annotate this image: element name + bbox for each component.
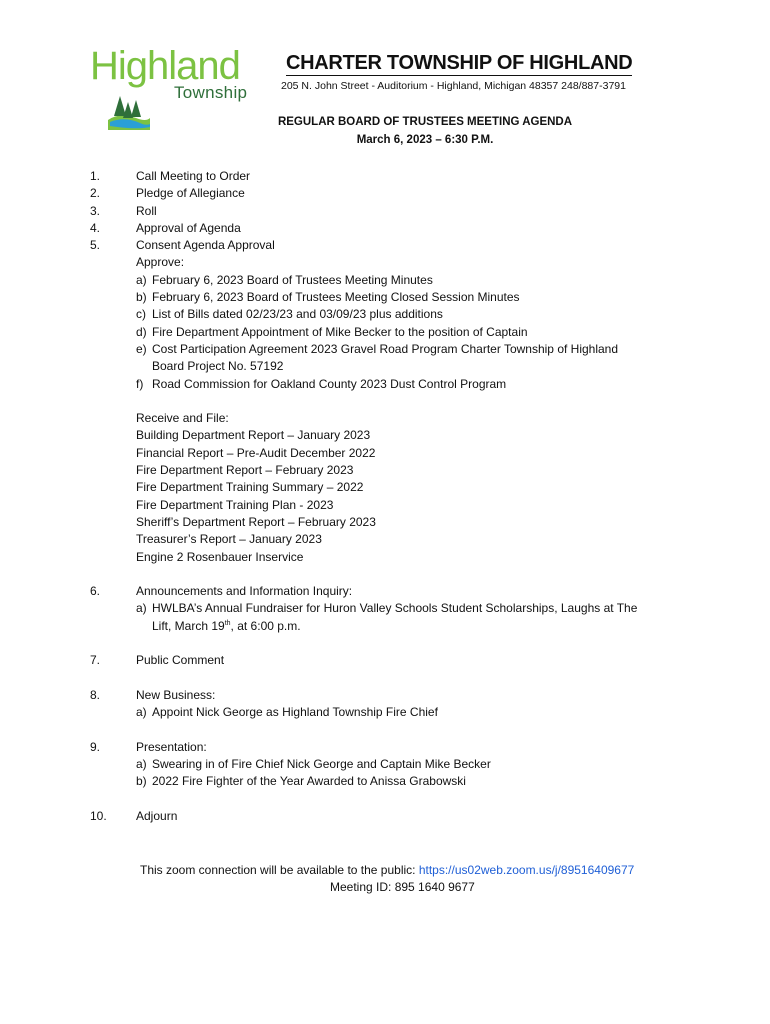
sub-letter: f) — [136, 376, 144, 391]
sub-text: Swearing in of Fire Chief Nick George and Captain Mike Becker — [152, 757, 491, 772]
agenda-item — [90, 652, 690, 669]
report-line: Fire Department Training Plan - 2023 — [136, 497, 334, 512]
township-address: 205 N. John Street - Auditorium - Highland, Michigan 48357 248/887-3791 — [281, 80, 626, 92]
sub-item — [136, 704, 690, 721]
item-text: Announcements and Information Inquiry: — [136, 584, 353, 599]
sub-item — [136, 289, 690, 306]
report-line: Financial Report – Pre-Audit December 2022 — [136, 445, 376, 460]
agenda-item — [90, 220, 690, 237]
sub-text: February 6, 2023 Board of Trustees Meeting Minutes — [152, 272, 433, 287]
logo-wordmark: Highland — [90, 44, 240, 88]
report-line: Building Department Report – January 2023 — [136, 428, 371, 443]
sub-text: Appoint Nick George as Highland Township Fire Chief — [152, 705, 438, 720]
agenda-list — [90, 168, 690, 825]
item-number: 3. — [90, 203, 101, 218]
agenda-item — [90, 583, 690, 635]
agenda-item — [90, 237, 690, 566]
report-line: Engine 2 Rosenbauer Inservice — [136, 549, 304, 564]
item-number: 8. — [90, 687, 101, 702]
report-line: Fire Department Training Summary – 2022 — [136, 480, 364, 495]
sub-letter: a) — [136, 272, 147, 287]
agenda-item — [90, 203, 690, 220]
agenda-heading: REGULAR BOARD OF TRUSTEES MEETING AGENDA — [277, 116, 573, 128]
sub-letter: e) — [136, 341, 147, 356]
item-number: 2. — [90, 186, 101, 201]
sub-item — [136, 600, 690, 635]
sub-text: Cost Participation Agreement 2023 Gravel Road Program Charter Township of Highland — [152, 341, 619, 356]
report-line: Fire Department Report – February 2023 — [136, 463, 354, 478]
sub-letter: a) — [136, 757, 147, 772]
sub-item — [136, 324, 690, 341]
sub-text: Road Commission for Oakland County 2023 Dust Control Program — [152, 376, 507, 391]
zoom-text: This zoom connection will be available to the public: — [140, 863, 419, 877]
meeting-id: Meeting ID: 895 1640 9677 — [330, 880, 475, 895]
document-title: CHARTER TOWNSHIP OF HIGHLAND — [286, 52, 633, 74]
sub-letter: a) — [136, 705, 147, 720]
item-text: New Business: — [136, 687, 216, 702]
item-text: Pledge of Allegiance — [136, 186, 245, 201]
sub-text: February 6, 2023 Board of Trustees Meeting Closed Session Minutes — [152, 290, 520, 305]
approve-label: Approve: — [136, 255, 185, 270]
sub-text: HWLBA’s Annual Fundraiser for Huron Valley Schools Student Scholarships, Laughs at The — [152, 601, 638, 616]
sub-letter: a) — [136, 601, 147, 616]
report-line: Treasurer’s Report – January 2023 — [136, 532, 322, 547]
sub-text: 2022 Fire Fighter of the Year Awarded to Anissa Grabowski — [152, 774, 466, 789]
sub-item — [136, 341, 690, 376]
item-text: Call Meeting to Order — [136, 169, 251, 183]
zoom-info — [0, 862, 770, 897]
sub-item — [136, 756, 690, 773]
item-number: 5. — [90, 238, 101, 253]
agenda-item — [90, 168, 690, 185]
item-number: 9. — [90, 739, 101, 754]
item-text: Roll — [136, 203, 157, 218]
report-line: Sheriff’s Department Report – February 2023 — [136, 514, 376, 529]
sub-text-continued: Lift, March 19th, at 6:00 p.m. — [152, 618, 301, 633]
agenda-item — [90, 808, 690, 825]
item-text: Approval of Agenda — [136, 220, 241, 235]
item-text: Presentation: — [136, 739, 207, 754]
meeting-date: March 6, 2023 – 6:30 P.M. — [356, 134, 494, 146]
agenda-item — [90, 739, 690, 791]
sub-text: Fire Department Appointment of Mike Becker to the position of Captain — [152, 324, 528, 339]
item-number: 4. — [90, 220, 101, 235]
item-text: Public Comment — [136, 653, 225, 668]
item-number: 1. — [90, 169, 101, 183]
logo-subtext: Township — [174, 83, 248, 102]
zoom-link[interactable]: https://us02web.zoom.us/j/89516409677 — [418, 863, 635, 877]
sub-item — [136, 272, 690, 289]
item-text: Adjourn — [136, 808, 178, 823]
item-number: 10. — [90, 808, 107, 823]
agenda-item — [90, 185, 690, 202]
receive-file-label: Receive and File: — [136, 411, 229, 426]
sub-letter: b) — [136, 774, 147, 789]
agenda-item — [90, 687, 690, 722]
sub-item — [136, 306, 690, 323]
sub-item — [136, 376, 690, 393]
sub-text-continued: Board Project No. 57192 — [152, 359, 284, 374]
sub-letter: d) — [136, 324, 147, 339]
sub-item — [136, 773, 690, 790]
item-text: Consent Agenda Approval — [136, 238, 275, 253]
sub-text: List of Bills dated 02/23/23 and 03/09/23 plus additions — [152, 307, 443, 322]
item-number: 6. — [90, 584, 101, 599]
item-number: 7. — [90, 653, 101, 668]
sub-letter: c) — [136, 307, 146, 322]
sub-letter: b) — [136, 290, 147, 305]
